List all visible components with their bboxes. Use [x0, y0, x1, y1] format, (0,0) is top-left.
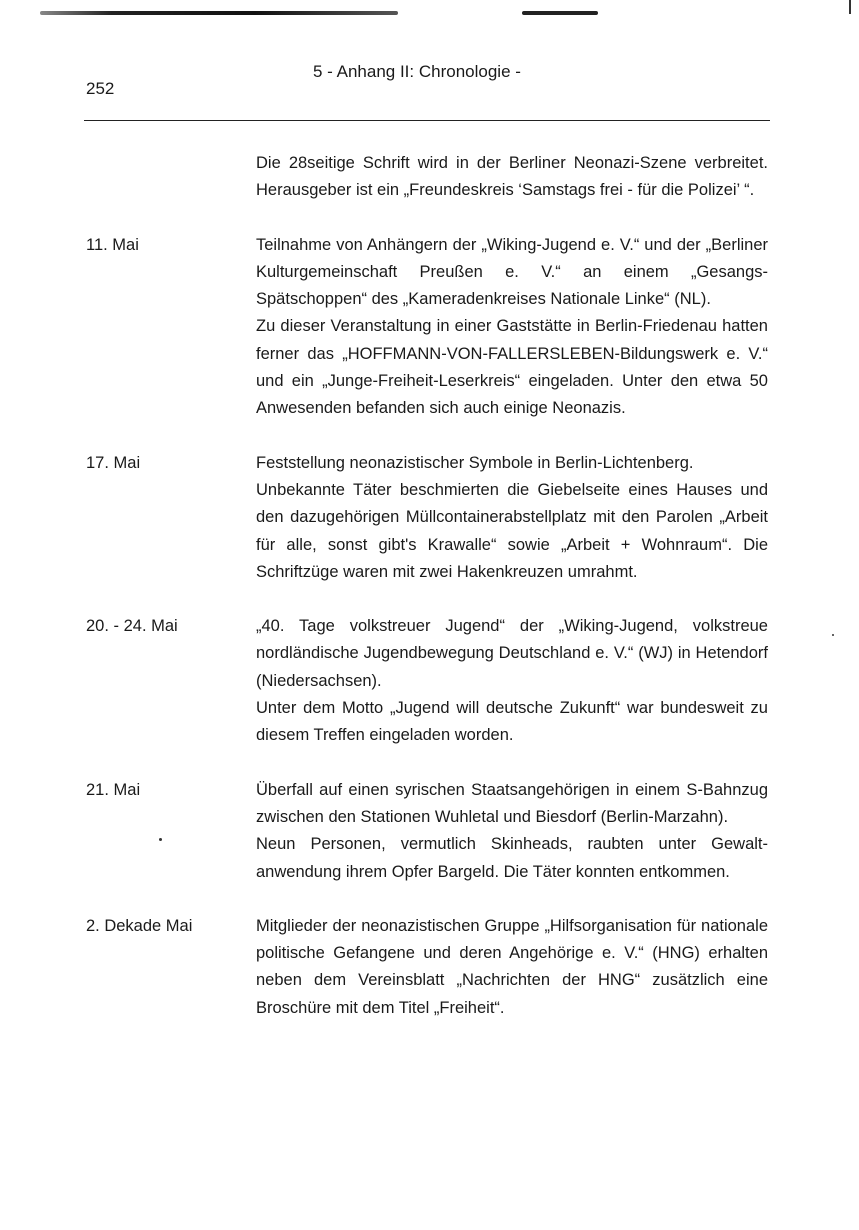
chronology-entry	[0, 777, 859, 886]
entry-date: 17. Mai	[86, 453, 141, 472]
entry-paragraph: Teilnahme von Anhängern der „Wiking-Jugend e. V.“ und der „Berliner Kulturgemeinschaft Preußen e. V.“ an einem „Gesangs-Spätschoppen“ des „Kameradenkreises Nationale Linke“ (NL).	[256, 235, 768, 309]
entry-paragraph: Überfall auf einen syrischen Staatsangehörigen in einem S-Bahnzug zwischen den Stationen Wuhletal und Biesdorf (Berlin-Marzahn).	[256, 780, 768, 826]
entry-paragraph: „40. Tage volkstreuer Jugend“ der „Wiking-Jugend, volkstreue nordländische Jugendbewegung Deutschland e. V.“ (WJ) in Hetendorf (Niedersachsen).	[256, 617, 768, 690]
entry-date: 2. Dekade Mai	[86, 916, 193, 935]
scan-artifact-right-edge	[849, 0, 851, 14]
running-header: 5 - Anhang II: Chronologie -	[313, 62, 521, 81]
entry-paragraph: Mitglieder der neonazistischen Gruppe „Hilfsorganisation für nationale politische Gefangene und deren Angehörige e. V.“ (HNG) erhalten neben dem Vereinsblatt „Nachrichten der HNG“ zusätzlich eine Broschüre mit dem Titel „Freiheit“.	[256, 916, 768, 1017]
entry-text	[256, 913, 768, 1022]
entry-paragraph: Zu dieser Veranstaltung in einer Gaststätte in Berlin-Friedenau hatten ferner das „HOFFMANN-VON-FALLERSLEBEN-Bildungswerk e. V.“ und ein „Junge-Freiheit-Leserkreis“ eingeladen. Unter den etwa 50 Anwesenden befanden sich auch einige Neonazis.	[256, 317, 768, 418]
entry-text	[256, 232, 768, 423]
entry-date	[86, 150, 256, 205]
entry-text	[256, 150, 768, 205]
entry-date: 11. Mai	[86, 235, 139, 254]
entry-paragraph: Neun Personen, vermutlich Skinheads, raubten unter Gewaltanwendung ihrem Opfer Bargeld. Die Täter konnten entkommen.	[256, 835, 768, 881]
entry-date: 21. Mai	[86, 780, 141, 799]
entry-paragraph: Unter dem Motto „Jugend will deutsche Zukunft“ war bundesweit zu diesem Treffen eingeladen worden.	[256, 699, 768, 745]
scan-artifact-top-middle	[522, 11, 598, 15]
chronology-entry	[0, 150, 859, 205]
entry-text	[256, 450, 768, 586]
chronology-entry	[0, 232, 859, 423]
chronology-entry	[0, 913, 859, 1022]
entry-date: 20. - 24. Mai	[86, 617, 178, 636]
chronology-entry	[0, 613, 859, 749]
entry-text	[256, 777, 768, 886]
scan-speck	[832, 634, 834, 636]
entry-paragraph: Unbekannte Täter beschmierten die Giebelseite eines Hauses und den dazugehörigen Müllcontainerabstellplatz mit den Parolen „Arbeit für alle, sonst gibt's Krawalle“ sowie „Arbeit + Wohnraum“. Die Schriftzüge waren mit zwei Hakenkreuzen umrahmt.	[256, 480, 768, 581]
entry-text	[256, 613, 768, 749]
entry-paragraph: Feststellung neonazistischer Symbole in Berlin-Lichtenberg.	[256, 453, 694, 472]
scan-speck	[159, 838, 162, 841]
entry-paragraph: Die 28seitige Schrift wird in der Berliner Neonazi-Szene verbreitet. Herausgeber ist ein „Freundeskreis ‘Samstags frei - für die Polizei’ “.	[256, 154, 768, 200]
chronology-entries	[0, 150, 859, 1049]
scan-artifact-top-left	[40, 11, 398, 15]
page-number: 252	[86, 79, 115, 98]
chronology-entry	[0, 450, 859, 586]
header-rule	[84, 120, 770, 121]
